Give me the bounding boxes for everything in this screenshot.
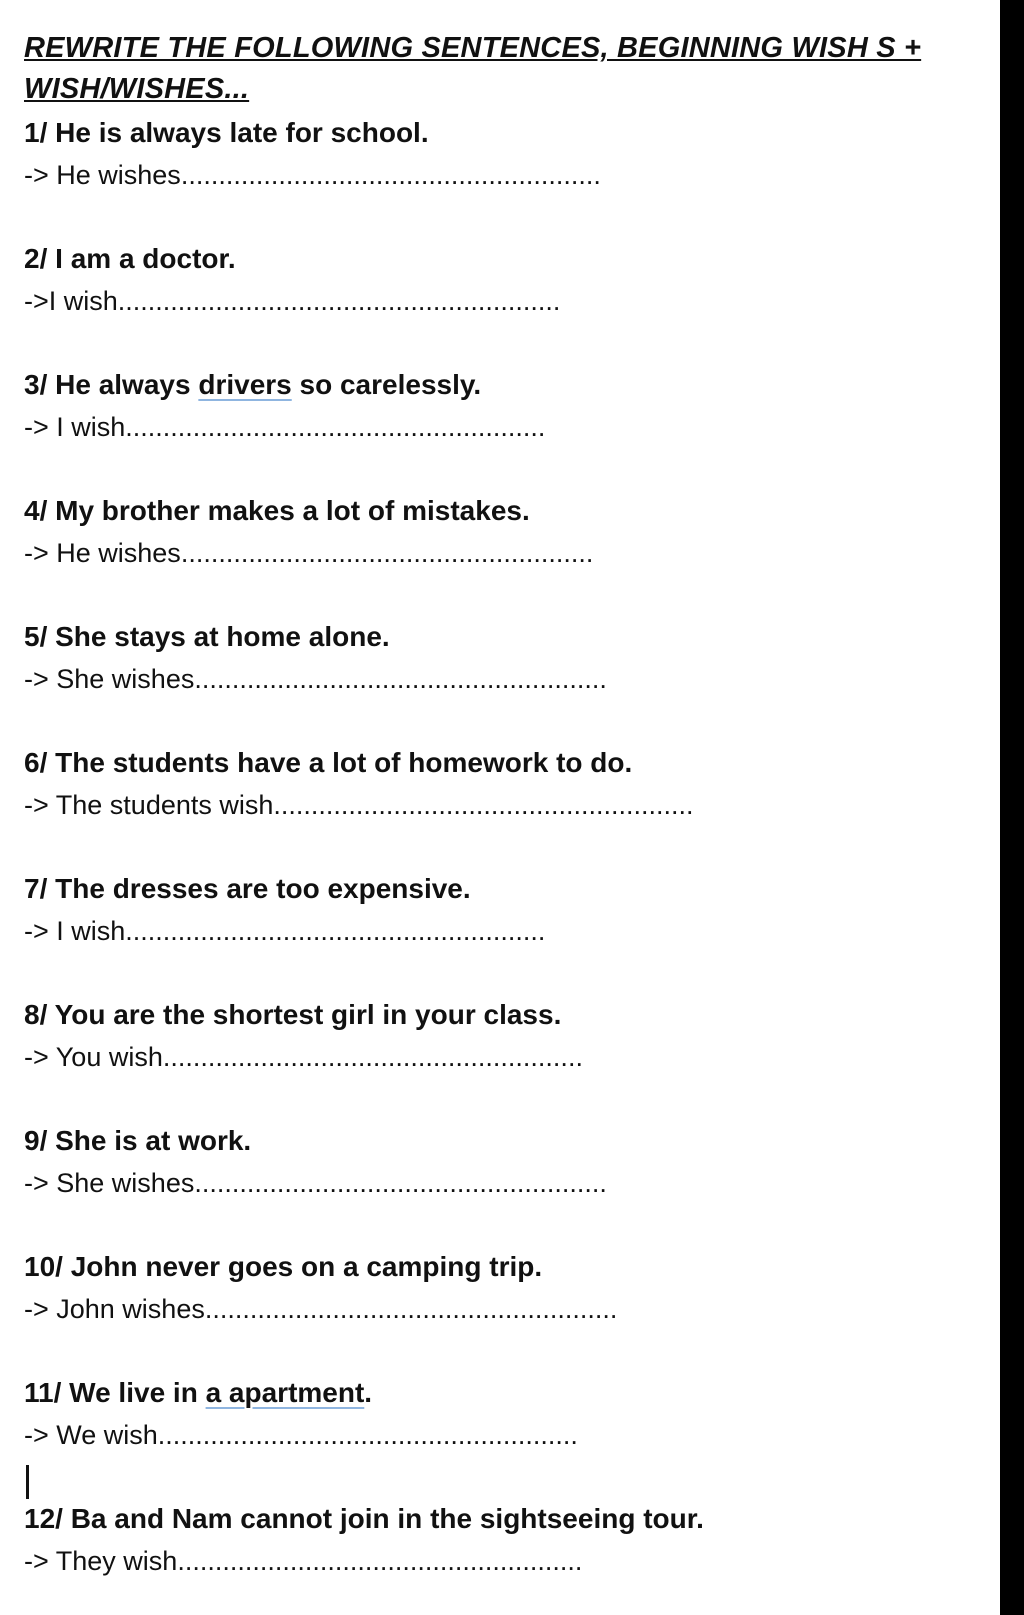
- right-edge-bar: [1000, 0, 1024, 1615]
- answer-blank-12: ......................................................: [177, 1546, 583, 1576]
- answer-line-9[interactable]: [24, 1164, 964, 1202]
- question-11-part-b: .: [364, 1377, 373, 1408]
- question-7: 7/ The dresses are too expensive.: [24, 873, 471, 904]
- question-3: [24, 366, 964, 404]
- answer-blank-5: .......................................................: [194, 664, 607, 694]
- question-4: 4/ My brother makes a lot of mistakes.: [24, 495, 530, 526]
- question-11-part-a: 11/ We live in: [24, 1377, 206, 1408]
- spellcheck-phrase-a-apartment: a apartment: [205, 1377, 365, 1408]
- answer-prompt-7: -> I wish: [24, 916, 126, 946]
- question-10: 10/ John never goes on a camping trip.: [24, 1251, 543, 1282]
- answer-prompt-4: -> He wishes: [24, 538, 181, 568]
- exercise-10: [24, 1248, 964, 1328]
- answer-blank-9: .......................................................: [194, 1168, 607, 1198]
- question-5: 5/ She stays at home alone.: [24, 621, 390, 652]
- answer-line-5[interactable]: [24, 660, 964, 698]
- answer-prompt-12: -> They wish: [24, 1546, 178, 1576]
- answer-line-8[interactable]: [24, 1038, 964, 1076]
- answer-blank-11: ........................................................: [157, 1420, 578, 1450]
- answer-blank-10: .......................................................: [204, 1294, 618, 1324]
- exercise-8: [24, 996, 964, 1076]
- answer-blank-6: ........................................................: [273, 790, 694, 820]
- worksheet-title: REWRITE THE FOLLOWING SENTENCES, BEGINNING WISH S + WISH/WISHES...: [24, 32, 922, 105]
- question-2: 2/ I am a doctor.: [24, 243, 236, 274]
- exercise-2: [24, 240, 964, 320]
- answer-line-2[interactable]: [24, 282, 964, 320]
- question-1: 1/ He is always late for school.: [24, 117, 429, 148]
- answer-blank-7: ........................................................: [125, 916, 546, 946]
- question-3-part-b: so carelessly.: [291, 369, 482, 400]
- answer-blank-1: ........................................................: [180, 160, 601, 190]
- answer-line-10[interactable]: [24, 1290, 964, 1328]
- answer-blank-4: .......................................................: [180, 538, 594, 568]
- question-12: 12/ Ba and Nam cannot join in the sightseeing tour.: [24, 1503, 704, 1534]
- answer-prompt-6: -> The students wish: [24, 790, 274, 820]
- exercise-5: [24, 618, 964, 698]
- answer-line-12[interactable]: [24, 1542, 964, 1580]
- exercise-12: [24, 1500, 964, 1580]
- exercise-6: [24, 744, 964, 824]
- answer-blank-2: ...........................................................: [117, 286, 561, 316]
- exercise-11: [24, 1374, 964, 1454]
- answer-line-7[interactable]: [24, 912, 964, 950]
- question-11: [24, 1374, 964, 1412]
- exercise-1: [24, 114, 964, 194]
- question-3-part-a: 3/ He always: [24, 369, 199, 400]
- exercise-4: [24, 492, 964, 572]
- answer-prompt-3: -> I wish: [24, 412, 126, 442]
- answer-line-6[interactable]: [24, 786, 964, 824]
- text-cursor: [26, 1465, 29, 1499]
- exercise-3: [24, 366, 964, 446]
- answer-line-4[interactable]: [24, 534, 964, 572]
- answer-prompt-2: ->I wish: [24, 286, 118, 316]
- answer-prompt-9: -> She wishes: [24, 1168, 195, 1198]
- answer-prompt-1: -> He wishes: [24, 160, 181, 190]
- question-6: 6/ The students have a lot of homework to do.: [24, 747, 633, 778]
- answer-prompt-8: -> You wish: [24, 1042, 163, 1072]
- answer-line-3[interactable]: [24, 408, 964, 446]
- exercise-9: [24, 1122, 964, 1202]
- answer-prompt-5: -> She wishes: [24, 664, 195, 694]
- answer-prompt-10: -> John wishes: [24, 1294, 205, 1324]
- answer-blank-3: ........................................................: [125, 412, 546, 442]
- answer-prompt-11: -> We wish: [24, 1420, 158, 1450]
- question-9: 9/ She is at work.: [24, 1125, 252, 1156]
- exercise-7: [24, 870, 964, 950]
- answer-blank-8: ........................................................: [162, 1042, 583, 1072]
- question-8: 8/ You are the shortest girl in your class.: [24, 999, 562, 1030]
- answer-line-11[interactable]: [24, 1416, 964, 1454]
- answer-line-1[interactable]: [24, 156, 964, 194]
- spellcheck-word-drivers: drivers: [198, 369, 292, 400]
